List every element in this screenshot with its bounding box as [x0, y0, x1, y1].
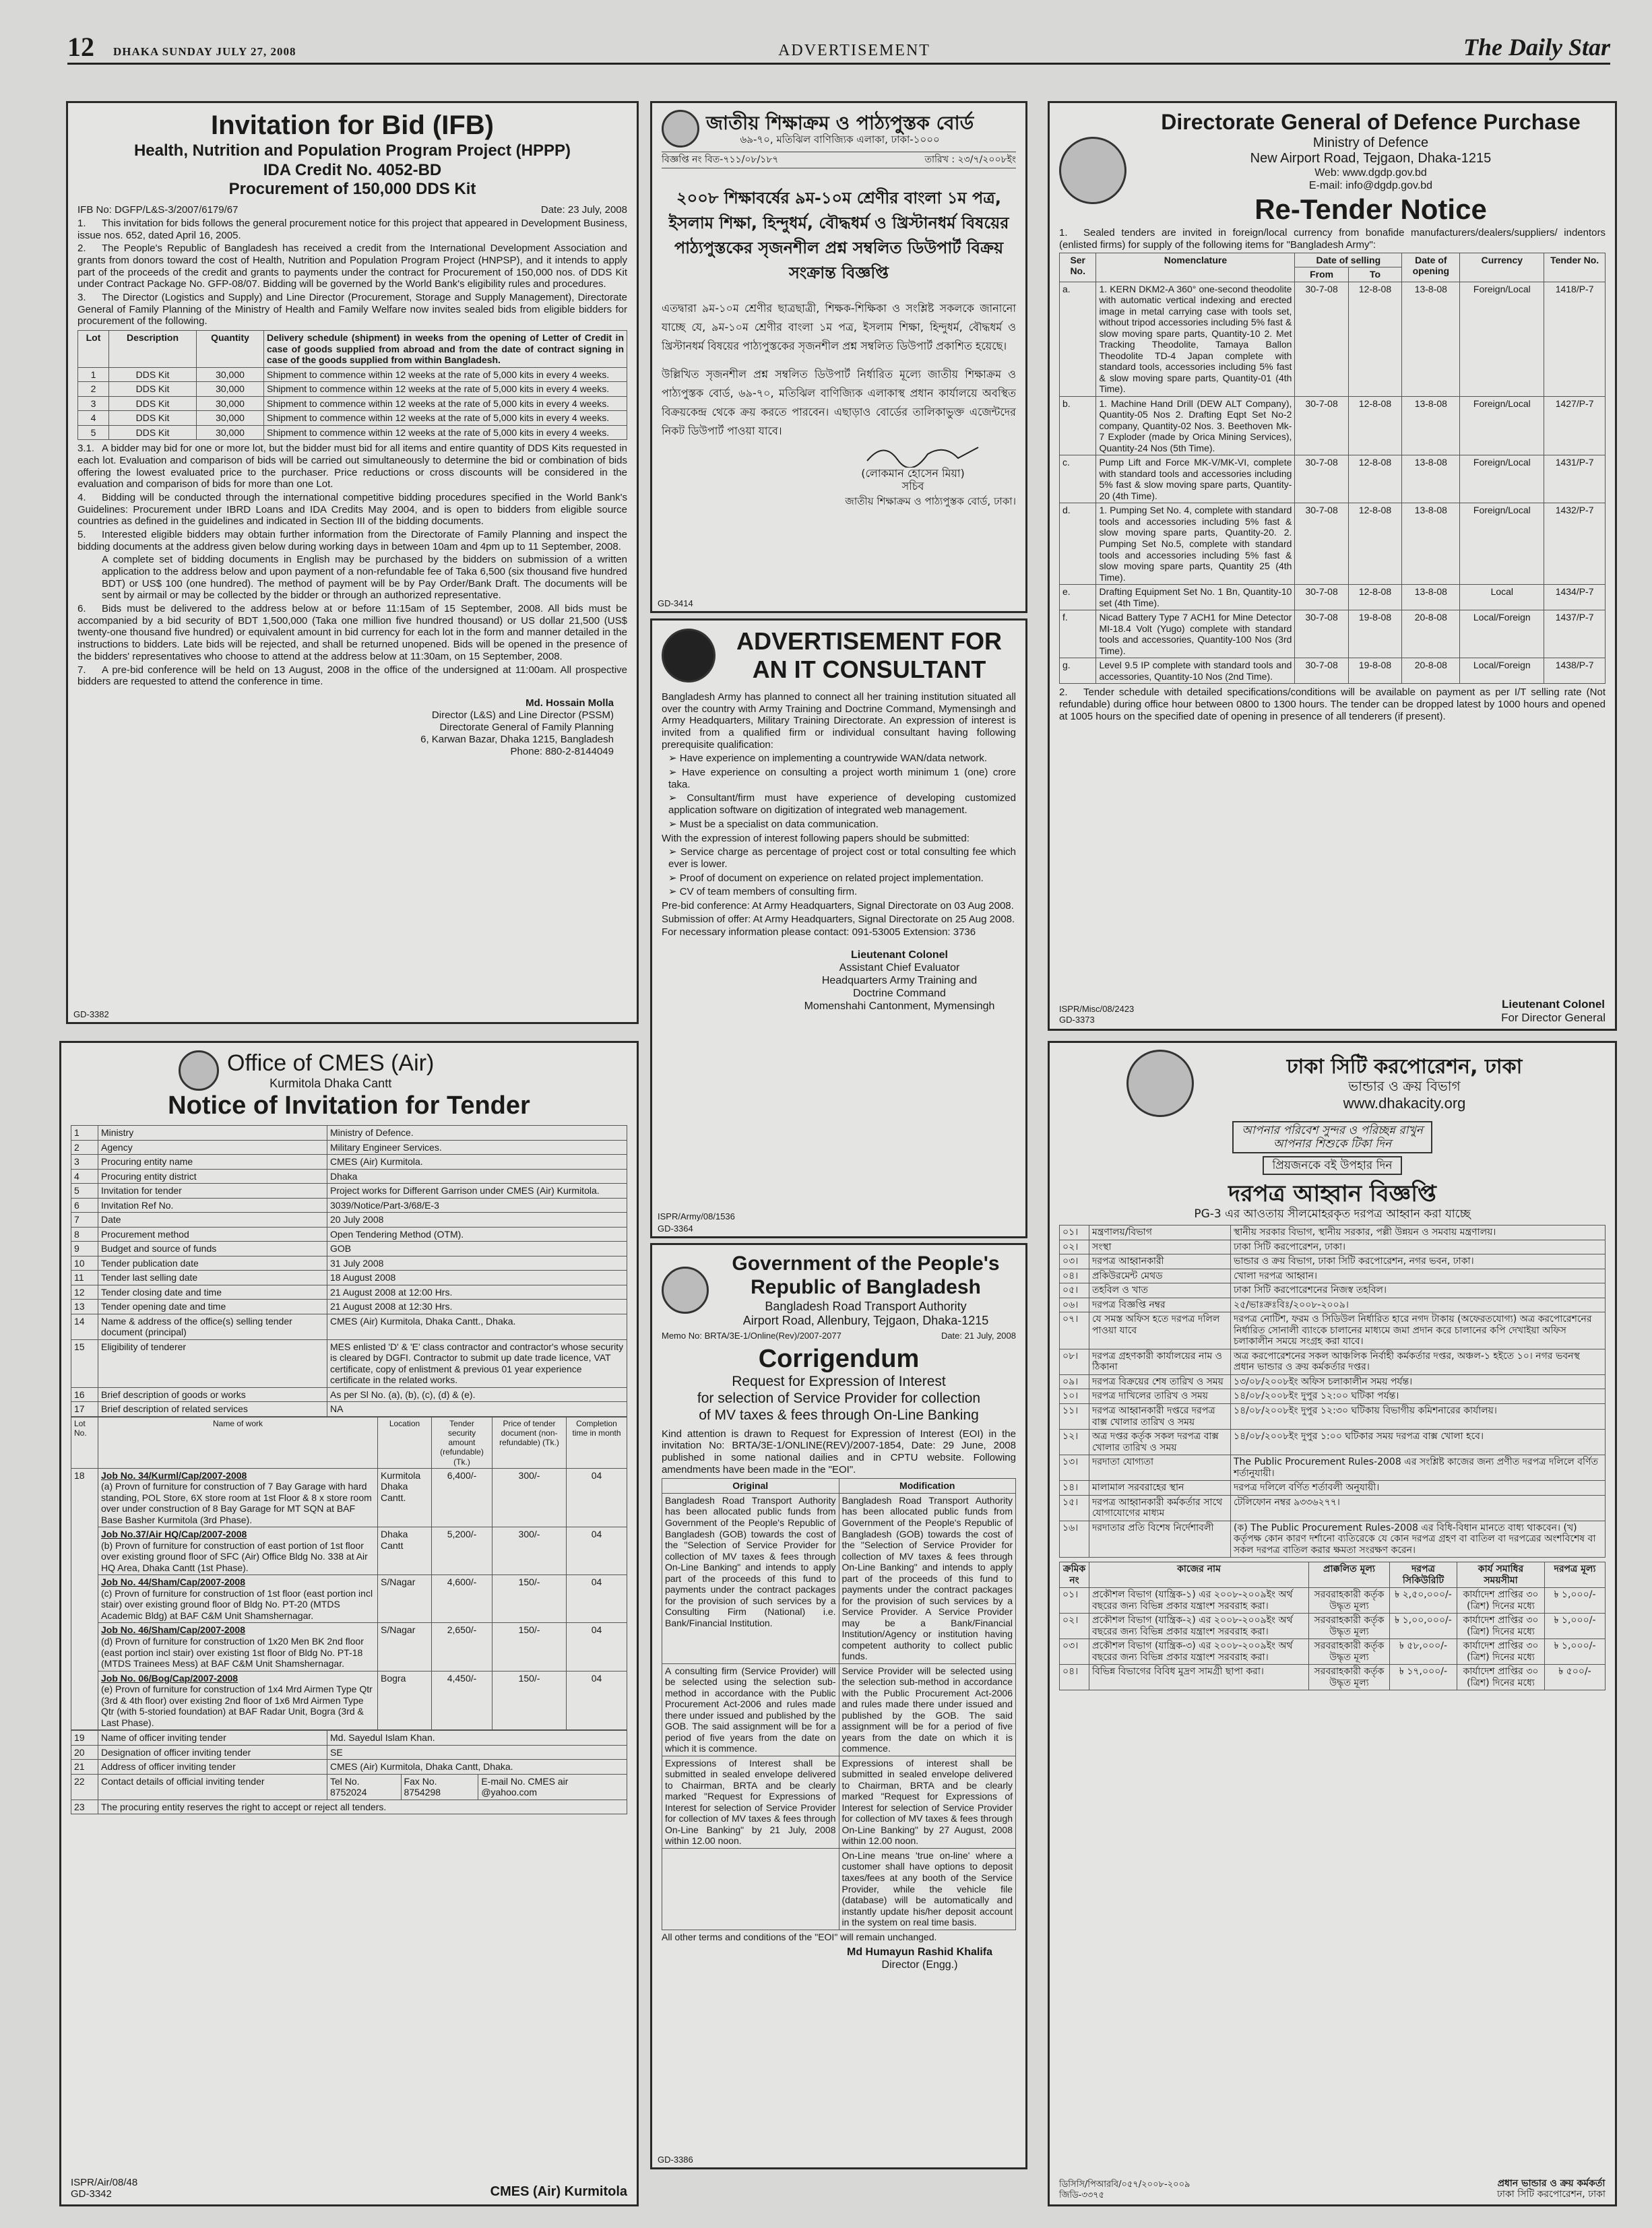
dcc-info-table	[1059, 1225, 1606, 1558]
nctb-date: তারিখ : ২৩/৭/২০০৮ইং	[924, 154, 1016, 165]
col-delivery: Delivery schedule (shipment) in weeks from the opening of Letter of Credit in case of goods supplied from abroad and from the date of contract signing in case of the goods supplied from within Bangladesh.	[264, 331, 627, 368]
dcc-ref-1: ডিসিসি/পিআরবি/০৫৭/২০০৮-২০০৯	[1059, 2179, 1190, 2190]
brta-authority: Bangladesh Road Transport Authority	[765, 1299, 967, 1313]
cmes-title: Office of CMES (Air)	[227, 1050, 435, 1076]
dcc-pg3: PG-3 এর আওতায় সীলমোহরকৃত দরপত্র আহ্বান করা যাচ্ছে	[1194, 1207, 1471, 1221]
ifb-title: Invitation for Bid (IFB)	[211, 110, 494, 140]
table-row: 4 Procuring entity district Dhaka	[71, 1169, 627, 1184]
table-row: 18 Job No. 34/Kurml/Cap/2007-2008 (a) Provn of furniture for construction of 7 Bay Garage with hard standing, POL Store, 6X store room at 1st Floor & 8 x store room over under construction of 8 Bay Garage for MT SQN at BAF Base Basher Kurmitola (3rd Phase). Kurmitola Dhaka Cantt. 6,400/- 300/- 04	[71, 1468, 627, 1527]
dcc-items-table: ক্রমিক নং কাজের নাম প্রাক্কলিত মূল্য দরপত্র সিকিউরিটি কার্য সমাধির সময়সীমা দরপত্র মূল্য ০১। প্রকৌশল বিভাগ (যান্ত্রিক-১) এর ২০০৮-২০০৯ইং অর্থ বছরের জন্য বিভিন্ন প্রকার যন্ত্রাংশ সরবরাহ করা। সরবরাহকারী কর্তৃক উদ্ধৃত মূল্য ৳ ২,৫০,০০০/- কার্যাদেশ প্রাপ্তির ৩০ (ত্রিশ) দিনের মধ্যে ৳ ১,০০০/- ০২। প্রকৌশল বিভাগ (যান্ত্রিক-২) এর ২০০৮-২০০৯ইং অর্থ বছরের জন্য বিভিন্ন প্রকার যন্ত্রাংশ সরবরাহ করা। সরবরাহকারী কর্তৃক উদ্ধৃত মূল্য ৳ ১,০০,০০০/- কার্যাদেশ প্রাপ্তির ৩০ (ত্রিশ) দিনের মধ্যে ৳ ১,০০০/- ০৩। প্রকৌশল বিভাগ (যান্ত্রিক-৩) এর ২০০৮-২০০৯ইং অর্থ বছরের জন্য বিভিন্ন প্রকার যন্ত্রাংশ সরবরাহ করা। সরবরাহকারী কর্তৃক উদ্ধৃত মূল্য ৳ ৫৮,০০০/- কার্যাদেশ প্রাপ্তির ৩০ (ত্রিশ) দিনের মধ্যে ৳ ১,০০০/- ০৪। বিভিন্ন বিভাগের বিবিধ মুদ্রণ সামগ্রী ছাপা করা। সরবরাহকারী কর্তৃক উদ্ধৃত মূল্য ৳ ১৭,০০০/- কার্যাদেশ প্রাপ্তির ৩০ (ত্রিশ) দিনের মধ্যে ৳ ৫০০/-	[1059, 1562, 1606, 1690]
table-row: ১০। দরপত্র দাখিলের তারিখ ও সময় ১৪/০৮/২০০৮ইং দুপুর ১২:০০ ঘটিকা পর্যন্ত।	[1060, 1389, 1606, 1404]
ifb-lots-table	[77, 330, 627, 440]
dgdp-email: E-mail: info@dgdp.gov.bd	[1308, 179, 1433, 191]
table-row: ০৯। দরপত্র বিক্রয়ের শেষ তারিখ ও সময় ১৩/০৮/২০০৮ইং অফিস চলাকালীন সময় পর্যন্ত।	[1060, 1374, 1606, 1389]
newspaper-logo: The Daily Star	[1463, 33, 1610, 61]
ifb-signature: Md. Hossain Molla Director (L&S) and Line Director (PSSM) Directorate General of Family Planning 6, Karwan Bazar, Dhaka 1215, Bangladesh Phone: 880-2-8144049	[420, 697, 614, 757]
table-row: 16 Brief description of goods or works As per Sl No. (a), (b), (c), (d) & (e).	[71, 1387, 627, 1402]
nctb-advert	[650, 101, 1027, 613]
table-row: 1 Ministry Ministry of Defence.	[71, 1126, 627, 1141]
table-row: ১৬। দরদাতার প্রতি বিশেষ নির্দেশাবলী (ক) The Public Procurement Rules-2008 এর বিধি-বিধান মানতে বাধ্য থাকবেন। (খ) কর্তৃপক্ষ কোন কারণ দর্শানো ব্যতিরেকে যে কোন দরপত্র গ্রহণ বা বাতিল বা দরপত্রের অংশবিশেষ বা সকল দরপত্র বাতিল করার ক্ষমতা সংরক্ষণ করেন।	[1060, 1521, 1606, 1558]
cmes-notice: Notice of Invitation for Tender	[168, 1091, 530, 1120]
table-row: 3 DDS Kit 30,000 Shipment to commence within 12 weeks at the rate of 5,000 kits in every 4 weeks.	[78, 396, 627, 411]
table-row: ১৪। মালামাল সরবরাহের স্থান দরপত্র দলিলে বর্ণিত শর্তাবলী অনুযায়ী।	[1060, 1481, 1606, 1496]
dateline: DHAKA SUNDAY JULY 27, 2008	[113, 44, 296, 58]
dcc-slogan-3: প্রিয়জনকে বই উপহার দিন	[1263, 1156, 1401, 1175]
table-row: 6 Invitation Ref No. 3039/Notice/Part-3/68/E-3	[71, 1198, 627, 1213]
itc-paper-1: ➢ Service charge as percentage of project cost or total consulting fee which ever is lower.	[668, 846, 1016, 870]
ifb-project: Health, Nutrition and Population Program Project (HPPP)	[133, 141, 571, 160]
dcc-slogan-box	[1232, 1121, 1432, 1153]
ifb-para-2: 2. The People's Republic of Bangladesh has received a credit from the International Development Association and grants from donors toward the cost of Health, Nutrition and Population Program Project (HNPSP), and it intends to apply part of the proceeds of the credit and grants to payments under the contract for Procurement of 150,000 nos. of DDS Kit under Contract Package No. GFP-08/07. Bidding will be governed by the World Bank's eligibility rules and procedures.	[77, 243, 627, 290]
table-row: 9 Budget and source of funds GOB	[71, 1242, 627, 1256]
brta-advert	[650, 1243, 1027, 2169]
table-row: 12 Tender closing date and time 21 August 2008 at 12:00 Hrs.	[71, 1285, 627, 1300]
nctb-office: জাতীয় শিক্ষাক্রম ও পাঠ্যপুস্তক বোর্ড, ঢাকা।	[845, 495, 1016, 508]
table-row: f. Nicad Battery Type 7 ACH1 for Mine Detector MI-18.4 Volt (Yugo) complete with standard tools and accessories, Quantity-100 Nos (3rd Time). 30-7-08 19-8-08 20-8-08 Local/Foreign 1437/P-7	[1060, 610, 1606, 658]
table-row: c. Pump Lift and Force MK-V/MK-VI, complete with standard tools and accessories including 5% fast & slow moving spare parts, Quantity-20 (4th Time). 30-7-08 12-8-08 13-8-08 Foreign/Local 1431/P-7	[1060, 455, 1606, 503]
table-row: ০২। সংস্থা ঢাকা সিটি করপোরেশন, ঢাকা।	[1060, 1240, 1606, 1254]
itc-ref-1: ISPR/Army/08/1536	[658, 1211, 735, 1221]
ifb-date: Date: 23 July, 2008	[540, 204, 627, 216]
dgdp-notice: Re-Tender Notice	[1254, 193, 1487, 225]
table-row: Bangladesh Road Transport Authority has been allocated public funds from Government of the People's Republic of Bangladesh (GOB) towards the cost of the "Selection of Service Provider for collection of MV taxes & fees through On-Line Banking" and intends to apply part of the proceeds of this fund to payments under the contract packages for the provision of such services by a Consulting Firm (National) i.e. Bank/Financial Institution. Bangladesh Road Transport Authority has been allocated public funds from Government of the People's Republic of Bangladesh (GOB) towards the cost of the "Selection of Service Provider for collection of MV taxes & fees through On-Line Banking" and intends to apply part of the proceeds of this fund to payments under the contract packages for the provision of such services by a Service Provider. A Service Provider may be a Bank/Financial Institution/Agency or institution having competent authority to collect public funds.	[662, 1493, 1016, 1663]
table-row: 2 Agency Military Engineer Services.	[71, 1140, 627, 1155]
cmes-info-table	[71, 1125, 627, 1417]
table-row: ০৪। প্রকিউরমেন্ট মেথড খোলা দরপত্র আহ্বান।	[1060, 1269, 1606, 1283]
table-row: 22 Contact details of official inviting tender Tel No. 8752024 Fax No. 8754298 E-mail No. CMES air @yahoo.com	[71, 1774, 627, 1800]
itc-prebid: Pre-bid conference: At Army Headquarters, Signal Directorate on 03 Aug 2008.	[662, 899, 1014, 912]
col-quantity: Quantity	[197, 331, 264, 368]
dgdp-para-1: 1. Sealed tenders are invited in foreign/local currency from bonafide manufacturers/dealers/suppliers/ indentors (enlisted firms) for supply of the following items for "Bangladesh Army":	[1059, 227, 1606, 251]
dcc-heading: দরপত্র আহ্বান বিজ্ঞপ্তি	[1228, 1180, 1436, 1208]
dgdp-signature: Lieutenant Colonel For Director General	[1501, 997, 1606, 1024]
dgdp-items-table: Ser No. Nomenclature Date of selling Date of opening Currency Tender No. From To a. 1. KERN DKM2-A 360° one-second theodolite with automatic vertical indexing and erected image in metal carrying case with tools set, without tripod accessories including 5% fast & slow moving spare parts, Quantity-10 2. Met Tracking Theodolite, Tamaya Ballon Theodolite TD-4 Japan complete with standard tools, accessories including 5% fast & slow moving spare parts, Quantity-01 (4th Time). 30-7-08 12-8-08 13-8-08 Foreign/Local 1418/P-7 b. 1. Machine Hand Drill (DEW ALT Company), Quantity-05 Nos 2. Drafting Eqpt Set No-2 company, Quantity-02 Nos. 3. Beethoven Mk-7 Exploder (made by Orica Mining Services), Quantity-24 Nos (5th Time). 30-7-08 12-8-08 13-8-08 Foreign/Local 1427/P-7 c. Pump Lift and Force MK-V/MK-VI, complete with standard tools and accessories including 5% fast & slow moving spare parts, Quantity-20 (4th Time). 30-7-08 12-8-08 13-8-08 Foreign/Local 1431/P-7 d. 1. Pumping Set No. 4, complete with standard tools and accessories including 5% fast & slow moving spare parts, Quantity-20. 2. Pumping Set No.5, complete with standard tools and accessories including 5% fast & slow moving spare parts, Quantity 25 (4th Time). 30-7-08 12-8-08 13-8-08 Foreign/Local 1432/P-7 e. Drafting Equipment Set No. 1 Bn, Quantity-10 set (4th Time). 30-7-08 12-8-08 13-8-08 Local 1434/P-7 f. Nicad Battery Type 7 ACH1 for Mine Detector MI-18.4 Volt (Yugo) complete with standard tools and accessories, Quantity-100 Nos (3rd Time). 30-7-08 19-8-08 20-8-08 Local/Foreign 1437/P-7 g. Level 9.5 IP complete with standard tools and accessories, Quantity-10 Nos (2nd Time). 30-7-08 19-8-08 20-8-08 Local/Foreign 1438/P-7	[1059, 253, 1606, 685]
nctb-title: জাতীয় শিক্ষাক্রম ও পাঠ্যপুস্তক বোর্ড	[706, 111, 974, 134]
ifb-para-6: 6. Bids must be delivered to the address below at or before 11:15am of 15 September, 2008. All bids must be accompanied by a bid security of BDT 1,500,000 (Taka one million five hundred thousand) or US dollar 21,500 (US$ twenty-one thousand five hundred) or equivalent amount in bid currency for each lot in the form and manner detailed in the instructions to bidders. Late bids will be rejected, and shall be returned unopened. Bids will be opened in the presence of the bidders' representatives who choose to attend at the address below at 11:30am, on 15 September, 2008.	[77, 603, 627, 662]
ifb-para-5b: A complete set of bidding documents in English may be purchased by the bidders on submission of a written application to the address below and upon payment of a non-refundable fee of Taka 6,500 (six thousand five hundred BDT) or US$ 100 (one hundred). The method of payment will be by Pay Order/Bank Draft. The documents will be sent by airmail or may be collected by the bidder or through an authorized representative.	[102, 554, 627, 602]
table-row: 15 Eligibility of tenderer MES enlisted 'D' & 'E' class contractor and contractor's whose security is cleared by DGFI. Contractor to submit up date trade licence, VAT certificate, copy of enlistment & previous 01 year experience certificate in the related works.	[71, 1339, 627, 1387]
table-row: 23 The procuring entity reserves the right to accept or reject all tenders.	[71, 1800, 627, 1814]
nctb-ref: GD-3414	[658, 598, 693, 608]
table-row: ১২। অত্র দপ্তর কর্তৃক সকল দরপত্র বাক্স খোলার তারিখ ও সময় ১৪/০৮/২০০৮ইং দুপুর ১:০০ ঘটিকার সময় দরপত্র বাক্স খোলা হবে।	[1060, 1430, 1606, 1455]
brta-amend-table	[662, 1478, 1016, 1930]
dgdp-web: Web: www.dgdp.gov.bd	[1314, 166, 1427, 179]
brta-title: Corrigendum	[758, 1344, 920, 1373]
dcc-dept: ভান্ডার ও ক্রয় বিভাগ	[1348, 1077, 1461, 1094]
brta-memo: Memo No: BRTA/3E-1/Online(Rev)/2007-2077	[662, 1331, 841, 1341]
dcc-title: ঢাকা সিটি করপোরেশন, ঢাকা	[1286, 1054, 1523, 1079]
table-row: 13 Tender opening date and time 21 August 2008 at 12:30 Hrs.	[71, 1300, 627, 1314]
brta-date: Date: 21 July, 2008	[941, 1331, 1016, 1341]
cmes-ref-1: ISPR/Air/08/48	[71, 2176, 138, 2188]
table-row: ০৮। দরপত্র গ্রহণকারী কার্যালয়ের নাম ও ঠিকানা অত্র করপোরেশনের সকল আঞ্চলিক নির্বাহী কর্মকর্তার দপ্তর, অঞ্চল-১ হইতে ১০। নগর ভবনস্থ প্রধান ভান্ডার ও ক্রয় কর্মকর্তার দপ্তর।	[1060, 1349, 1606, 1374]
itc-intro: Bangladesh Army has planned to connect all her training institution situated all over the country with Army Training and Doctrine Command, Mymensingh and Army Headquarters, Military Training Directorate. An expression of interest is invited from a qualified firm or individual consultant having following prerequisite qualification:	[662, 691, 1016, 751]
dgdp-ref-1: ISPR/Misc/08/2423	[1059, 1004, 1135, 1015]
col-original: Original	[662, 1479, 839, 1494]
table-row: 3 Procuring entity name CMES (Air) Kurmitola.	[71, 1155, 627, 1170]
table-row: ০৩। দরপত্র আহ্বানকারী ভান্ডার ও ক্রয় বিভাগ, ঢাকা সিটি করপোরেশন, নগর ভবন, ঢাকা।	[1060, 1254, 1606, 1269]
brta-sub-2: for selection of Service Provider for collection	[697, 1391, 981, 1407]
brta-sub-3: of MV taxes & fees through On-Line Banking	[699, 1407, 979, 1423]
table-row: 5 DDS Kit 30,000 Shipment to commence within 12 weeks at the rate of 5,000 kits in every 4 weeks.	[78, 425, 627, 440]
dcc-signature: প্রধান ভান্ডার ও ক্রয় কর্মকর্তা ঢাকা সিটি করপোরেশন, ঢাকা	[1496, 2177, 1606, 2200]
table-row: 21 Address of officer inviting tender CMES (Air) Kurmitola, Dhaka Cantt, Dhaka.	[71, 1760, 627, 1775]
brta-other-terms: All other terms and conditions of the "EOI" will remain unchanged.	[662, 1931, 937, 1942]
itc-ref-2: GD-3364	[658, 1223, 693, 1234]
itc-title-2: AN IT CONSULTANT	[752, 656, 986, 684]
ifb-credit: IDA Credit No. 4052-BD	[263, 160, 442, 179]
table-row: 17 Brief description of related services NA	[71, 1402, 627, 1417]
nctb-memo: বিজ্ঞপ্তি নং বিত-৭১১/০৮/১৮৭	[662, 154, 779, 165]
itc-title-1: ADVERTISEMENT FOR	[736, 627, 1002, 655]
cmes-advert	[59, 1041, 639, 2206]
dcc-advert	[1048, 1041, 1617, 2206]
itc-paper-2: ➢ Proof of document on experience on related project implementation.	[668, 872, 1016, 885]
cmes-tail-table	[71, 1730, 627, 1814]
brta-sub-1: Request for Expression of Interest	[732, 1374, 946, 1390]
dgdp-address: New Airport Road, Tejgaon, Dhaka-1215	[1250, 151, 1492, 166]
table-row: 5 Invitation for tender Project works for Different Garrison under CMES (Air) Kurmitola.	[71, 1184, 627, 1199]
table-row: Job No.37/Air HQ/Cap/2007-2008 (b) Provn of furniture for construction of east portion of 1st floor over existing ground floor of SFC (Air) Office Bldg No. 338 at Air HQ Area, Dhaka Cantt (1st Phase). Dhaka Cantt 5,200/- 300/- 04	[71, 1527, 627, 1575]
dgdp-ministry: Ministry of Defence	[1312, 135, 1429, 150]
ifb-number: IFB No: DGFP/L&S-3/2007/6179/67	[77, 204, 239, 216]
section-title: ADVERTISEMENT	[778, 41, 930, 59]
table-row: ০৭। যে সমস্ত অফিস হতে দরপত্র দলিল পাওয়া যাবে দরপত্র নোটিশ, ফরম ও সিডিউল নির্ধারিত হারে নগদ টাকায় (অফেরতযোগ্য) অত্র করপোরেশনের নির্ধারিত সোনালী ব্যাংকে চালানের মাধ্যমে জমা প্রদান করে চালানের কপি দেখাইয়া অফিস চলাকালীন সময়ে সংগ্রহ করা যাবে।	[1060, 1312, 1606, 1349]
dcc-logo-icon	[1126, 1050, 1194, 1117]
table-row: 20 Designation of officer inviting tender SE	[71, 1745, 627, 1760]
table-row: 14 Name & address of the office(s) selling tender document (principal) CMES (Air) Kurmitola, Dhaka Cantt., Dhaka.	[71, 1314, 627, 1339]
table-row: ০৩। প্রকৌশল বিভাগ (যান্ত্রিক-৩) এর ২০০৮-২০০৯ইং অর্থ বছরের জন্য বিভিন্ন প্রকার যন্ত্রাংশ সরবরাহ করা। সরবরাহকারী কর্তৃক উদ্ধৃত মূল্য ৳ ৫৮,০০০/- কার্যাদেশ প্রাপ্তির ৩০ (ত্রিশ) দিনের মধ্যে ৳ ১,০০০/-	[1060, 1639, 1606, 1665]
table-row: 10 Tender publication date 31 July 2008	[71, 1256, 627, 1271]
brta-gov-2: Republic of Bangladesh	[751, 1276, 981, 1299]
dgdp-para-2: 2. Tender schedule with detailed specifications/conditions will be available on payment as per I/T selling rate (Not refundable) during office hour between 0800 to 1300 hours. The tender can be dropped latest by 1000 hours and opened at 1005 hours on the specified date of opening in presence of all tenderers (if present).	[1059, 687, 1606, 722]
nctb-logo-icon	[662, 110, 699, 148]
itc-qual-4: ➢ Must be a specialist on data communication.	[668, 819, 1016, 831]
table-row: 2 DDS Kit 30,000 Shipment to commence within 12 weeks at the rate of 5,000 kits in every 4 weeks.	[78, 382, 627, 397]
table-row: 1 DDS Kit 30,000 Shipment to commence within 12 weeks at the rate of 5,000 kits in every 4 weeks.	[78, 367, 627, 382]
itc-info: For necessary information please contact: 091-53005 Extension: 3736	[662, 926, 976, 938]
table-row: ০১। মন্ত্রণালয়/বিভাগ স্থানীয় সরকার বিভাগ, স্থানীয় সরকার, পল্লী উন্নয়ন ও সমবায় মন্ত্রণালয়।	[1060, 1226, 1606, 1240]
itc-qual-2: ➢ Have experience on consulting a project worth minimum 1 (one) crore taka.	[668, 767, 1016, 790]
table-row: e. Drafting Equipment Set No. 1 Bn, Quantity-10 set (4th Time). 30-7-08 12-8-08 13-8-08 Local 1434/P-7	[1060, 585, 1606, 610]
army-emblem-icon	[662, 629, 716, 682]
table-row: ০১। প্রকৌশল বিভাগ (যান্ত্রিক-১) এর ২০০৮-২০০৯ইং অর্থ বছরের জন্য বিভিন্ন প্রকার যন্ত্রাংশ সরবরাহ করা। সরবরাহকারী কর্তৃক উদ্ধৃত মূল্য ৳ ২,৫০,০০০/- কার্যাদেশ প্রাপ্তির ৩০ (ত্রিশ) দিনের মধ্যে ৳ ১,০০০/-	[1060, 1588, 1606, 1614]
ifb-para-5: 5. Interested eligible bidders may obtain further information from the Directorate of Family Planning and inspect the bidding documents at the address given below during working days in between 10am and 4pm up to 11 September, 2008.	[77, 528, 627, 552]
cmes-jobs-table: Lot No. Name of work Location Tender security amount (refundable) (Tk.) Price of tender document (non-refundable) (Tk.) Completion time in month 18 Job No. 34/Kurml/Cap/2007-2008 (a) Provn of furniture for construction of 7 Bay Garage with hard standing, POL Store, 6X store room at 1st Floor & 8 x store room over under construction of 8 Bay Garage for MT SQN at BAF Base Basher Kurmitola (3rd Phase). Kurmitola Dhaka Cantt. 6,400/- 300/- 04 Job No.37/Air HQ/Cap/2007-2008 (b) Provn of furniture for construction of east portion of 1st floor over existing ground floor of SFC (Air) Office Bldg No. 338 at Air HQ Area, Dhaka Cantt (1st Phase). Dhaka Cantt 5,200/- 300/- 04 Job No. 44/Sham/Cap/2007-2008 (c) Provn of furniture for construction of 1st floor (east portion incl stair) over existing ground floor of Bldg No. PT-20 (MTDS Academic Bldg) at BAF C&M Unit Shamshernagar. S/Nagar 4,600/- 150/- 04 Job No. 46/Sham/Cap/2007-2008 (d) Provn of furniture for construction of 1x20 Men BK 2nd floor (east portion incl stair) over existing 1st floor of Bldg No. PT-18 (MTDS Trainees Mess) at BAF C&M Unit Shamshernagar. S/Nagar 2,650/- 150/- 04 Job No. 06/Bog/Cap/2007-2008 (e) Provn of furniture for construction of 1x4 Mrd Airmen Type Qtr (3rd & 4th floor) over existing 2nd floor of 1x6 Mrd Airmen Type Qtr (with 5-storied foundation) at BAF Radar Unit, Bogra (3rd & Last Phase). Bogra 4,450/- 150/- 04	[71, 1417, 627, 1730]
table-row: ০৪। বিভিন্ন বিভাগের বিবিধ মুদ্রণ সামগ্রী ছাপা করা। সরবরাহকারী কর্তৃক উদ্ধৃত মূল্য ৳ ১৭,০০০/- কার্যাদেশ প্রাপ্তির ৩০ (ত্রিশ) দিনের মধ্যে ৳ ৫০০/-	[1060, 1665, 1606, 1690]
baf-emblem-icon	[179, 1050, 219, 1091]
nctb-signatory: (লোকমান হোসেন মিয়া)	[861, 467, 965, 480]
ifb-para-4: 4. Bidding will be conducted through the international competitive bidding procedures specified in the World Bank's Guidelines: Procurement under IBRD Loans and IDA Credits May 2004, and is open to bidders from eligible source countries as defined in the guidelines and indicated in Section III of the bidding documents.	[77, 491, 627, 528]
page-number: 12	[67, 31, 94, 62]
table-row: On-Line means 'true on-line' where a customer shall have options to deposit taxes/fees at any booth of the Service Provider, while the vehicle file (database) will be automatically and instantly update his/her deposit account in the system on real time basis.	[662, 1848, 1016, 1930]
table-row: ১১। দরপত্র আহ্বানকারী দপ্তরে দরপত্র বাক্স খোলার তারিখ ও সময় ১৪/০৮/২০০৮ইং দুপুর ১২:৩০ ঘটিকায় বিভাগীয় কমিশনারের কার্যালয়।	[1060, 1404, 1606, 1430]
itc-qual-1: ➢ Have experience on implementing a countrywide WAN/data network.	[668, 753, 1016, 765]
ifb-ref: GD-3382	[73, 1009, 109, 1019]
itc-qual-3: ➢ Consultant/firm must have experience of developing customized application software on digitization of integrated web management.	[668, 792, 1016, 816]
table-row: Job No. 44/Sham/Cap/2007-2008 (c) Provn of furniture for construction of 1st floor (east portion incl stair) over existing ground floor of Bldg No. PT-20 (MTDS Academic Bldg) at BAF C&M Unit Shamshernagar. S/Nagar 4,600/- 150/- 04	[71, 1575, 627, 1623]
table-row: g. Level 9.5 IP complete with standard tools and accessories, Quantity-10 Nos (2nd Time). 30-7-08 19-8-08 20-8-08 Local/Foreign 1438/P-7	[1060, 658, 1606, 684]
table-row: A consulting firm (Service Provider) will be selected using the selection sub-method in accordance with the Public Procurement Act-2006 and rules made there under issued and published by the GOB. The said assignment will be for a period of five years from the date on which it is commence. Service Provider will be selected using the selection sub-method in accordance with the Public Procurement Act-2006 and rules made there under issued and published by the GOB. The said assignment will be for a period of five years from the date on which it is commence.	[662, 1663, 1016, 1756]
masthead	[67, 30, 1610, 65]
col-lot: Lot	[78, 331, 109, 368]
itc-submission: Submission of offer: At Army Headquarters, Signal Directorate on 25 Aug 2008.	[662, 913, 1015, 925]
table-row: a. 1. KERN DKM2-A 360° one-second theodolite with automatic vertical indexing and erected image in metal carrying case with tools set, without tripod accessories including 5% fast & slow moving spare parts, Quantity-10 2. Met Tracking Theodolite, Tamaya Ballon Theodolite TD-4 Japan complete with standard tools, accessories including 5% fast & slow moving spare parts, Quantity-01 (4th Time). 30-7-08 12-8-08 13-8-08 Foreign/Local 1418/P-7	[1060, 282, 1606, 396]
brta-ref: GD-3386	[658, 2154, 693, 2165]
dcc-slogan-2: আপনার শিশুকে টিকা দিন	[1273, 1137, 1392, 1151]
itc-signature: Lieutenant Colonel Assistant Chief Evaluator Headquarters Army Training and Doctrine Command Momenshahi Cantonment, Mymensingh	[804, 949, 995, 1012]
table-row: Job No. 46/Sham/Cap/2007-2008 (d) Provn of furniture for construction of 1x20 Men BK 2nd floor (east portion incl stair) over existing 1st floor of Bldg No. PT-18 (MTDS Trainees Mess) at BAF C&M Unit Shamshernagar. S/Nagar 2,650/- 150/- 04	[71, 1623, 627, 1671]
nctb-address: ৬৯-৭০, মতিঝিল বাণিজ্যিক এলাকা, ঢাকা-১০০০	[740, 133, 940, 146]
table-row: 19 Name of officer inviting tender Md. Sayedul Islam Khan.	[71, 1731, 627, 1746]
dcc-web: www.dhakacity.org	[1343, 1094, 1466, 1112]
ifb-para-1: 1. This invitation for bids follows the general procurement notice for this project that appeared in Development Business, issue nos. 652, dated April 16, 2005.	[77, 217, 627, 241]
table-row: ১৫। দরপত্র আহ্বানকারী কর্মকর্তার সাথে যোগাযোগের মাধ্যম টেলিফোন নম্বর ৯৩৩৬২৭৭।	[1060, 1495, 1606, 1521]
ifb-advert	[66, 101, 639, 1024]
cmes-subtitle: Kurmitola Dhaka Cantt	[269, 1077, 392, 1091]
cmes-ref-2: GD-3342	[71, 2188, 112, 2200]
table-row: d. 1. Pumping Set No. 4, complete with standard tools and accessories including 5% fast & slow moving spare parts, Quantity-20. 2. Pumping Set No.5, complete with standard tools and accessories including 5% fast & slow moving spare parts, Quantity 25 (4th Time). 30-7-08 12-8-08 13-8-08 Foreign/Local 1432/P-7	[1060, 503, 1606, 585]
table-row: 4 DDS Kit 30,000 Shipment to commence within 12 weeks at the rate of 5,000 kits in every 4 weeks.	[78, 411, 627, 426]
brta-intro: Kind attention is drawn to Request for Expression of Interest (EOI) in the invitation No: BRTA/3E-1/ONLINE(REV)/2007-1854, Date: 29 June, 2008 published in some national dailies and in CPTU website. Following amendments have been made in the "EOI".	[662, 1428, 1016, 1475]
brta-signature: Md Humayun Rashid Khalifa Director (Engg.)	[846, 1946, 993, 1971]
cmes-sign: CMES (Air) Kurmitola	[490, 2184, 627, 2200]
dgdp-advert	[1048, 101, 1617, 1031]
brta-gov-1: Government of the People's	[732, 1252, 1000, 1275]
signature-mark	[662, 441, 1016, 468]
nctb-designation: সচিব	[901, 480, 924, 493]
table-row: 7 Date 20 July 2008	[71, 1213, 627, 1228]
nctb-body-1: এতদ্বারা ৯ম-১০ম শ্রেণীর ছাত্রছাত্রী, শিক্ষক-শিক্ষিকা ও সংশ্লিষ্ট সকলকে জানানো যাচ্ছে যে, ৯ম-১০ম শ্রেণীর বাংলা ১ম পত্র, ইসলাম শিক্ষা, হিন্দুধর্ম, বৌদ্ধধর্ম ও খ্রিস্টানধর্ম বিষয়ের পাঠ্যপুস্তকের সৃজনশীল প্রশ্ন সম্বলিত ডিউপার্ট প্রকাশিত হয়েছে।	[662, 302, 1016, 353]
brta-address: Airport Road, Allenbury, Tejgaon, Dhaka-1215	[742, 1314, 989, 1328]
nctb-heading: ২০০৮ শিক্ষাবর্ষের ৯ম-১০ম শ্রেণীর বাংলা ১ম পত্র, ইসলাম শিক্ষা, হিন্দুধর্ম, বৌদ্ধধর্ম ও খ্রিস্টানধর্ম বিষয়ের পাঠ্যপুস্তকের সৃজনশীল প্রশ্ন সম্বলিত ডিউপার্ট বিক্রয় সংক্রান্ত বিজ্ঞপ্তি	[668, 188, 1009, 283]
itc-with: With the expression of interest following papers should be submitted:	[662, 832, 970, 844]
ifb-para-3-1: 3.1. A bidder may bid for one or more lot, but the bidder must bid for all items and entire quantity of DDS Kits requested in each lot. Evaluation and comparison of bids will be carried out simultaneously to determine the bid or combination of bids offering the lowest evaluated price to the purchaser. Price reductions or cross discounts will be considered in the evaluation and comparison of bids for more than one Lot.	[77, 443, 627, 490]
table-row: ১৩। দরদাতা যোগ্যতা The Public Procurement Rules-2008 এর সংশ্লিষ্ট কাজের জন্য প্রণীত দরপত্র দলিলে বর্ণিত শর্তানুযায়ী।	[1060, 1455, 1606, 1481]
ifb-para-7: 7. A pre-bid conference will be held on 13 August, 2008 in the office of the undersigned at 11:00am. All prospective bidders are requested to attend the conference in time.	[77, 664, 627, 688]
dgdp-title: Directorate General of Defence Purchase	[1161, 110, 1581, 134]
table-row: 11 Tender last selling date 18 August 2008	[71, 1271, 627, 1285]
table-row: b. 1. Machine Hand Drill (DEW ALT Company), Quantity-05 Nos 2. Drafting Eqpt Set No-2 company, Quantity-02 Nos. 3. Beethoven Mk-7 Exploder (made by Orica Mining Services), Quantity-24 Nos (5th Time). 30-7-08 12-8-08 13-8-08 Foreign/Local 1427/P-7	[1060, 396, 1606, 455]
table-row: ০২। প্রকৌশল বিভাগ (যান্ত্রিক-২) এর ২০০৮-২০০৯ইং অর্থ বছরের জন্য বিভিন্ন প্রকার যন্ত্রাংশ সরবরাহ করা। সরবরাহকারী কর্তৃক উদ্ধৃত মূল্য ৳ ১,০০,০০০/- কার্যাদেশ প্রাপ্তির ৩০ (ত্রিশ) দিনের মধ্যে ৳ ১,০০০/-	[1060, 1614, 1606, 1639]
govt-emblem-icon	[662, 1267, 709, 1314]
col-modification: Modification	[839, 1479, 1016, 1494]
table-row: ০৫। তহবিল ও খাত ঢাকা সিটি করপোরেশনের নিজস্ব তহবিল।	[1060, 1283, 1606, 1298]
table-row: 8 Procurement method Open Tendering Method (OTM).	[71, 1227, 627, 1242]
dgdp-ref-2: GD-3373	[1059, 1014, 1095, 1025]
table-row: Job No. 06/Bog/Cap/2007-2008 (e) Provn of furniture for construction of 1x4 Mrd Airmen Type Qtr (3rd & 4th floor) over existing 2nd floor of 1x6 Mrd Airmen Type Qtr (with 5-storied foundation) at BAF Radar Unit, Bogra (3rd & Last Phase). Bogra 4,450/- 150/- 04	[71, 1671, 627, 1730]
ifb-para-3: 3. The Director (Logistics and Supply) and Line Director (Procurement, Storage and Supply Management), Directorate General of Family Planning of the Ministry of Health and Family Welfare now invites sealed bids from eligible bidders for procurement of the following.	[77, 291, 627, 327]
dcc-slogan-1: আপনার পরিবেশ সুন্দর ও পরিচ্ছন্ন রাখুন	[1242, 1124, 1423, 1137]
ifb-procurement: Procurement of 150,000 DDS Kit	[228, 179, 476, 198]
dgdp-emblem-icon	[1059, 137, 1126, 204]
table-row: Expressions of Interest shall be submitted in sealed envelope delivered to Chairman, BRTA and be clearly marked "Request for Expressions of Interest for selection of Service Provider for collection of MV taxes & fees through On-Line Banking" by 21 July, 2008 within 12.00 noon. Expressions of interest shall be submitted in sealed envelope delivered to Chairman, BRTA and be clearly marked "Request for Expressions of Interest for selection of Service Provider for collection of MV taxes & fees through On-Line Banking" by 27 August, 2008 within 12.00 noon.	[662, 1756, 1016, 1848]
col-description: Description	[109, 331, 197, 368]
dcc-ref-2: জিডি-৩৩৭৫	[1059, 2190, 1105, 2200]
it-consultant-advert	[650, 618, 1027, 1238]
itc-paper-3: ➢ CV of team members of consulting firm.	[668, 886, 1016, 898]
table-row: ০৬। দরপত্র বিজ্ঞপ্তি নম্বর ২৫/ভাঃক্রঃবিঃ/২০০৮-২০০৯।	[1060, 1298, 1606, 1312]
nctb-body-2: উল্লিখিত সৃজনশীল প্রশ্ন সম্বলিত ডিউপার্ট নির্ধারিত মূল্যে জাতীয় শিক্ষাক্রম ও পাঠ্যপুস্তক বোর্ড, ৬৯-৭০, মতিঝিল বাণিজ্যিক এলাকাস্থ প্রধান কার্যালয়ে অবস্থিত বিক্রয়কেন্দ্র থেকে ক্রয় করতে পারবেন। এছাড়াও বোর্ডের তালিকাভুক্ত এজেন্টদের নিকট ডিউপার্ট পাওয়া যাবে।	[662, 368, 1016, 438]
